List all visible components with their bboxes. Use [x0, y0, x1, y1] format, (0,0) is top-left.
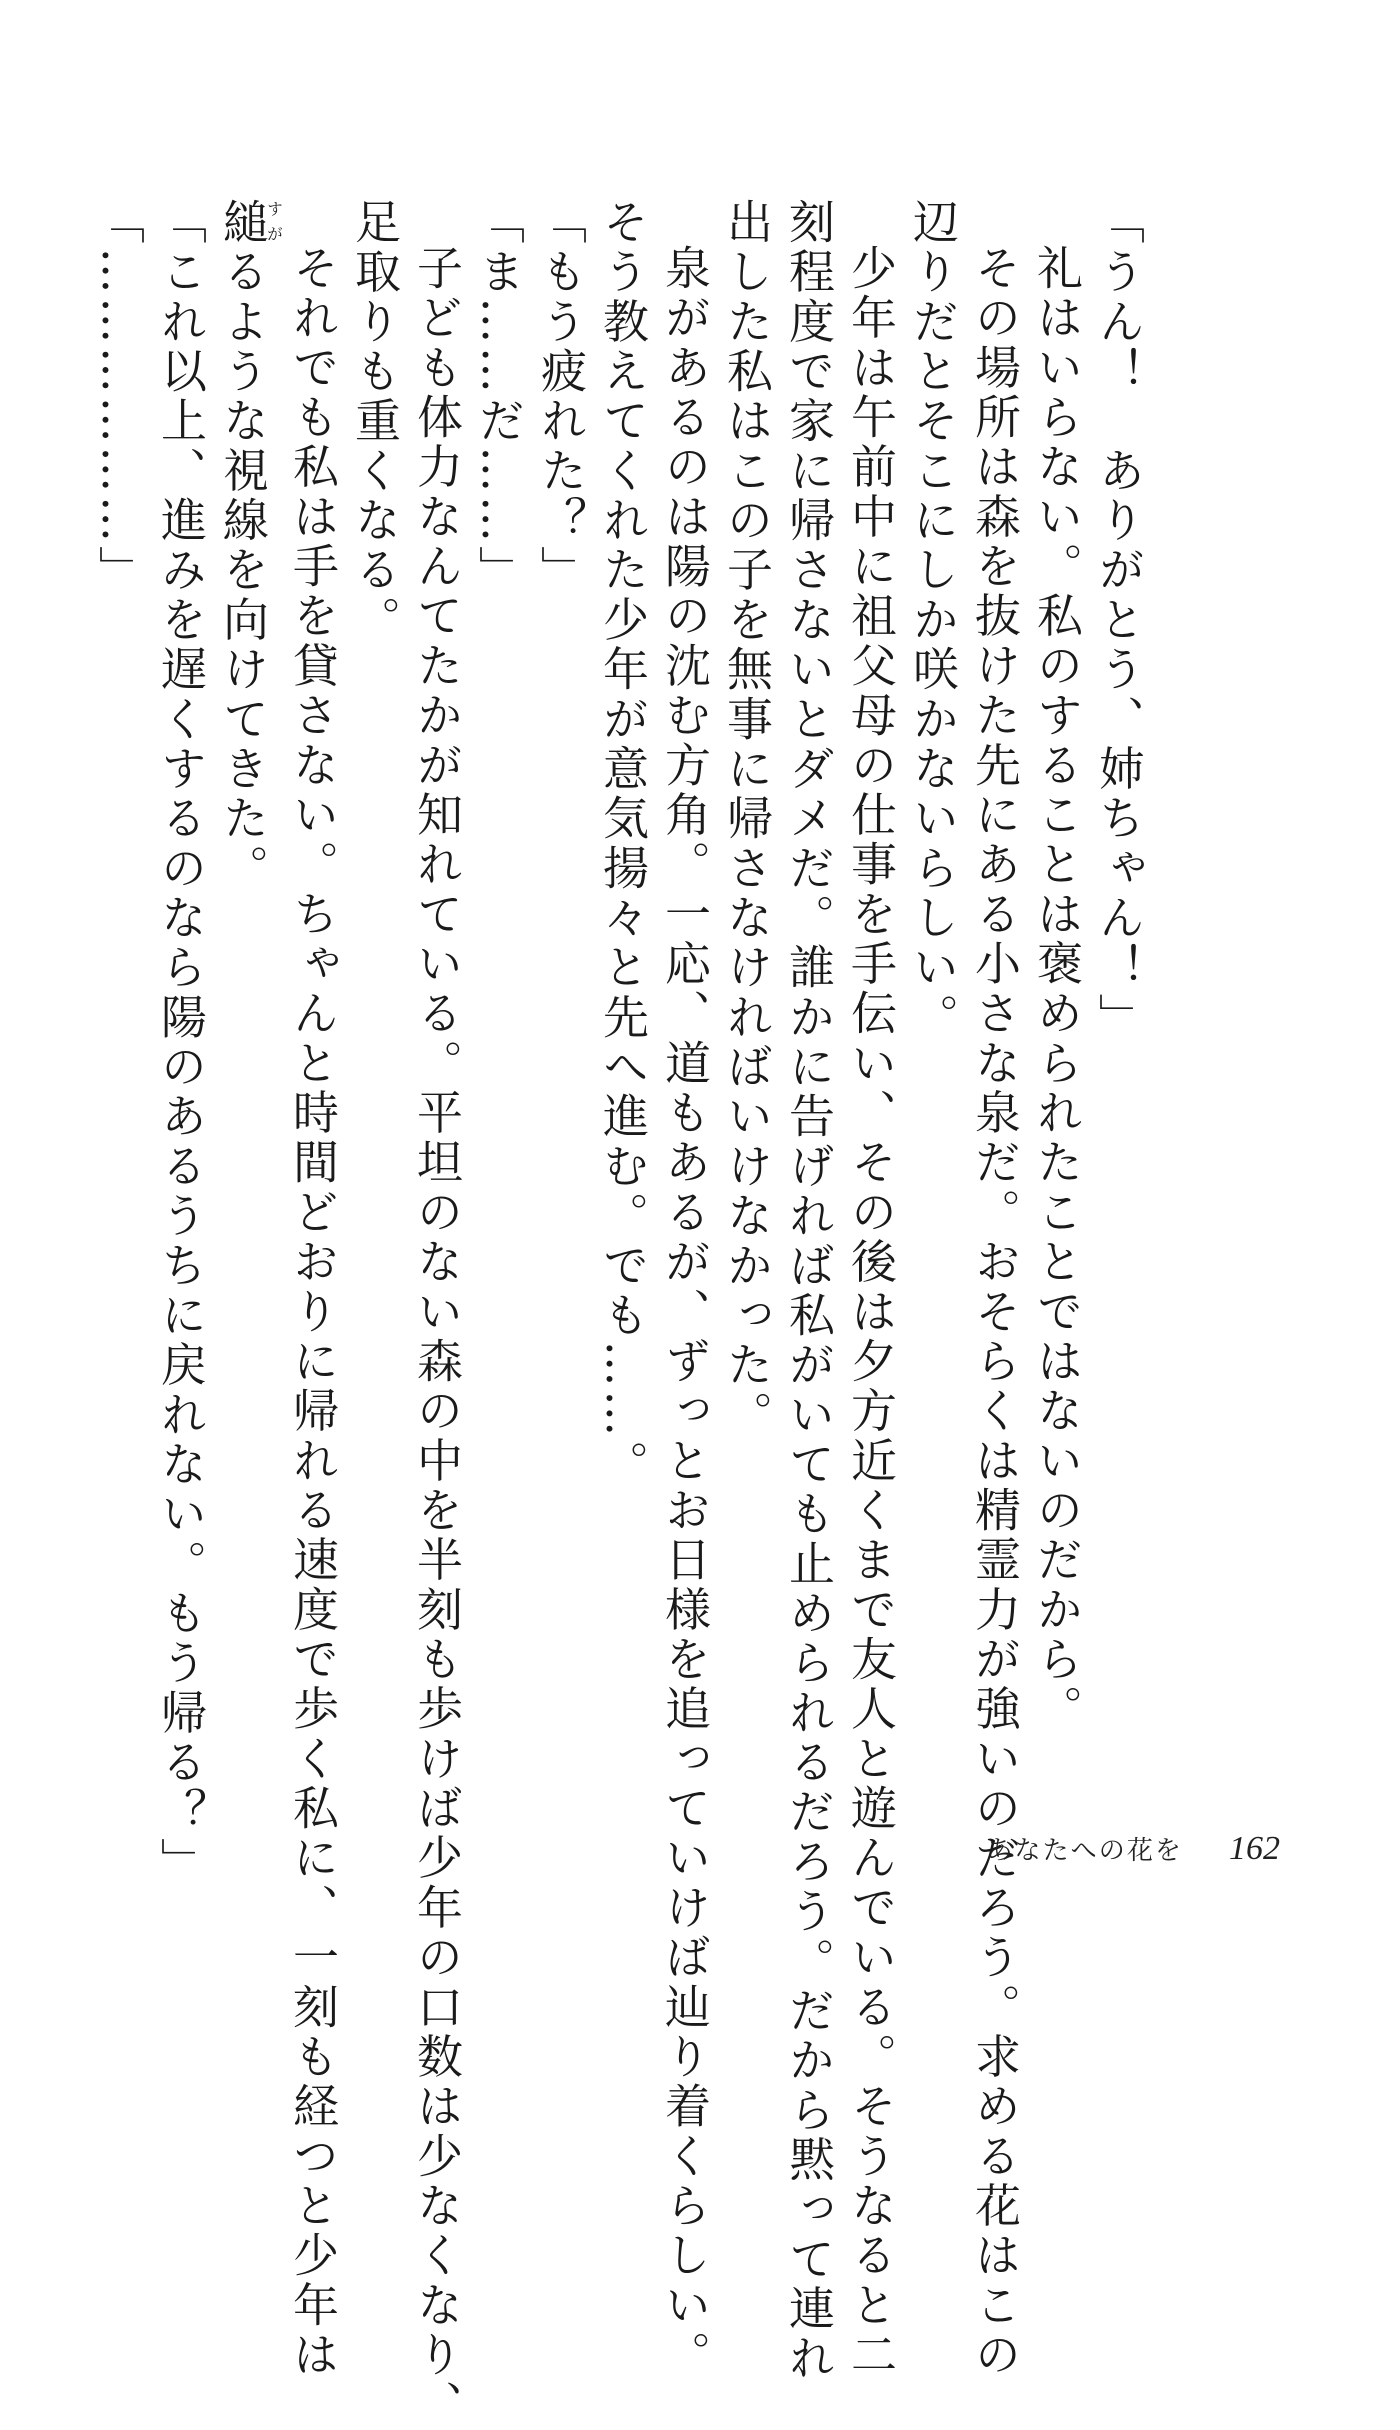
text-line: 辺りだとそこにしか咲かないらしい。 — [906, 198, 960, 1043]
text-line: それでも私は手を貸さない。ちゃんと時間どおりに帰れる速度で歩く私に、一刻も経つと少年は — [286, 244, 340, 2381]
page-footer — [986, 1830, 1280, 1868]
page-number: 162 — [1229, 1830, 1280, 1867]
text-line: その場所は森を抜けた先にある小さな泉だ。おそらくは精霊力が強いのだろう。求める花はこの — [968, 244, 1022, 2381]
text-line: 「これ以上、進みを遅くするのなら陽のあるうちに戻れない。もう帰る？」 — [154, 198, 208, 1888]
text-line: 子ども体力なんてたかが知れている。平坦のない森の中を半刻も歩けば少年の口数は少なくなり、 — [410, 244, 464, 2430]
text-line: そう教えてくれた少年が意気揚々と先へ進む。でも……。 — [596, 198, 650, 1490]
text-line: 「ま……だ……」 — [472, 198, 526, 596]
text-line: 少年は午前中に祖父母の仕事を手伝い、その後は夕方近くまで友人と遊んでいる。そうなると二 — [844, 244, 898, 2381]
text-line: 出した私はこの子を無事に帰さなければいけなかった。 — [720, 198, 774, 1440]
text-line: 「もう疲れた？」 — [534, 198, 588, 596]
text-line: 「うん！ ありがとう、姉ちゃん！」 — [1092, 198, 1146, 1043]
running-title: あなたへの花を — [986, 1836, 1183, 1866]
text-line: 泉があるのは陽の沈む方角。一応、道もあるが、ずっとお日様を追っていけば辿り着くらしい。 — [658, 244, 712, 2381]
text-line: 「………………」 — [92, 198, 146, 596]
text-line: 足取りも重くなる。 — [348, 198, 402, 646]
ruby-reading: すが — [264, 198, 284, 248]
ruby-word — [216, 198, 284, 248]
text-line-rest: るような視線を向けてきた。 — [216, 247, 270, 894]
text-line-with-ruby — [212, 198, 282, 1758]
text-line: 刻程度で家に帰さないとダメだ。誰かに告げれば私がいても止められるだろう。だから黙って連れ — [782, 198, 836, 2384]
ruby-base: 縋 — [216, 198, 270, 248]
text-line: 礼はいらない。私のすることは褒められたことではないのだから。 — [1030, 244, 1084, 1735]
